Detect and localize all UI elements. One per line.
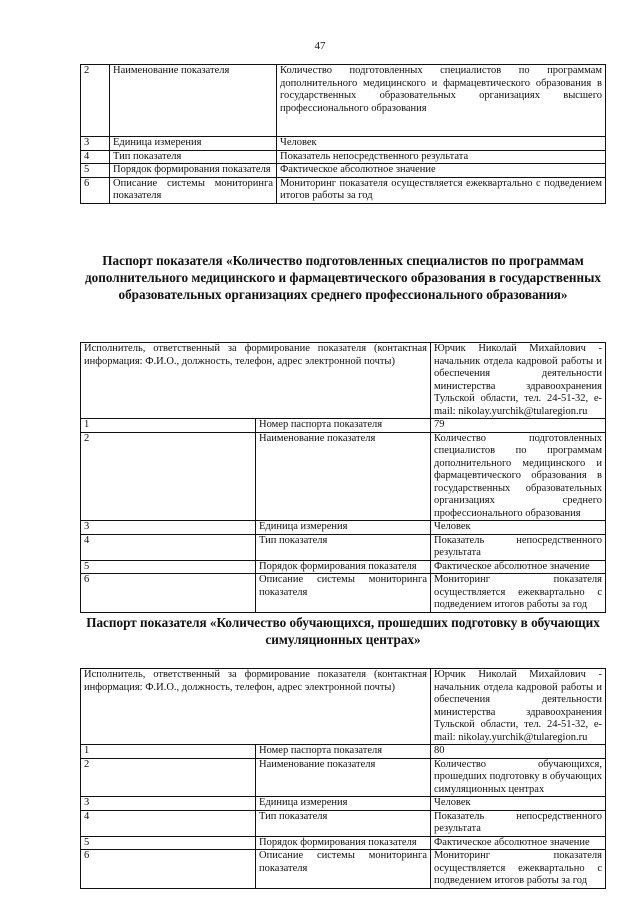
table-row <box>81 432 606 521</box>
row-value: Мониторинг показателя осуществляется ежеквартально с подведением итогов работы за год <box>277 177 606 203</box>
passport-table-79 <box>80 342 606 613</box>
table-header-row <box>81 669 606 745</box>
row-number: 1 <box>81 745 256 759</box>
page-number: 47 <box>314 40 326 52</box>
row-label: Наименование показателя <box>110 65 277 137</box>
row-label: Порядок формирования показателя <box>110 164 277 178</box>
row-label: Единица измерения <box>256 797 431 811</box>
table-row <box>81 177 606 203</box>
table-row <box>81 574 606 613</box>
row-label: Единица измерения <box>256 521 431 535</box>
table-row <box>81 534 606 560</box>
row-number: 2 <box>81 432 256 521</box>
row-value: 80 <box>431 745 606 759</box>
row-number: 3 <box>81 797 256 811</box>
row-value: Фактическое абсолютное значение <box>431 836 606 850</box>
row-label: Номер паспорта показателя <box>256 745 431 759</box>
table-header-row <box>81 343 606 419</box>
row-number: 5 <box>81 164 110 178</box>
responsible-value: Юрчик Николай Михайлович - начальник отдела кадровой работы и обеспечения деятельности министерства здравоохранения Тульской области, тел. 24-51-32, e-mail: nikolay.yurchik@tularegion.ru <box>431 669 606 745</box>
passport-80-title: Паспорт показателя «Количество обучающихся, прошедших подготовку в обучающих симуляционных центрах» <box>86 615 600 647</box>
row-label: Тип показателя <box>256 534 431 560</box>
table-row <box>81 758 606 797</box>
row-label: Описание системы мониторинга показателя <box>256 850 431 889</box>
row-label: Тип показателя <box>256 810 431 836</box>
row-number: 4 <box>81 810 256 836</box>
row-value: Количество подготовленных специалистов по программам дополнительного медицинского и фармацевтического образования в государственных образовательных организациях высшего профессионального образования <box>277 65 606 137</box>
row-label: Номер паспорта показателя <box>256 419 431 433</box>
row-value: Количество обучающихся, прошедших подготовку в обучающих симуляционных центрах <box>431 758 606 797</box>
row-number: 4 <box>81 150 110 164</box>
row-value: Показатель непосредственного результата <box>431 810 606 836</box>
table-row <box>81 65 606 137</box>
row-label: Наименование показателя <box>256 432 431 521</box>
row-number: 2 <box>81 758 256 797</box>
responsible-label: Исполнитель, ответственный за формирование показателя (контактная информация: Ф.И.О., должность, телефон, адрес электронной почты) <box>81 343 431 419</box>
row-value: Фактическое абсолютное значение <box>431 560 606 574</box>
row-number: 3 <box>81 521 256 535</box>
passport-79-title: Паспорт показателя «Количество подготовленных специалистов по программам дополнительного медицинского и фармацевтического образования в государственных образовательных организациях среднего профессионального образования» <box>85 253 601 302</box>
row-number: 2 <box>81 65 110 137</box>
passport-table-80 <box>80 668 606 889</box>
table-row <box>81 850 606 889</box>
row-label: Описание системы мониторинга показателя <box>256 574 431 613</box>
row-number: 6 <box>81 177 110 203</box>
row-label: Тип показателя <box>110 150 277 164</box>
row-value: Человек <box>431 521 606 535</box>
row-number: 3 <box>81 137 110 151</box>
row-number: 1 <box>81 419 256 433</box>
table-row <box>81 164 606 178</box>
row-label: Наименование показателя <box>256 758 431 797</box>
table-row <box>81 150 606 164</box>
row-number: 6 <box>81 850 256 889</box>
row-number: 5 <box>81 836 256 850</box>
row-value: 79 <box>431 419 606 433</box>
row-label: Порядок формирования показателя <box>256 836 431 850</box>
table-row <box>81 810 606 836</box>
row-value: Мониторинг показателя осуществляется ежеквартально с подведением итогов работы за год <box>431 574 606 613</box>
row-value: Показатель непосредственного результата <box>277 150 606 164</box>
table-row <box>81 560 606 574</box>
table-row <box>81 419 606 433</box>
table-row <box>81 797 606 811</box>
row-number: 6 <box>81 574 256 613</box>
row-value: Количество подготовленных специалистов по программам дополнительного медицинского и фармацевтического образования в государственных образовательных организациях среднего профессионального образования <box>431 432 606 521</box>
row-label: Единица измерения <box>110 137 277 151</box>
responsible-value: Юрчик Николай Михайлович - начальник отдела кадровой работы и обеспечения деятельности министерства здравоохранения Тульской области, тел. 24-51-32, e-mail: nikolay.yurchik@tularegion.ru <box>431 343 606 419</box>
row-value: Фактическое абсолютное значение <box>277 164 606 178</box>
table-row <box>81 521 606 535</box>
row-label: Порядок формирования показателя <box>256 560 431 574</box>
row-value: Человек <box>277 137 606 151</box>
passport-table-78-continuation <box>80 64 606 204</box>
row-value: Показатель непосредственного результата <box>431 534 606 560</box>
row-number: 4 <box>81 534 256 560</box>
row-number: 5 <box>81 560 256 574</box>
row-value: Мониторинг показателя осуществляется ежеквартально с подведением итогов работы за год <box>431 850 606 889</box>
responsible-label: Исполнитель, ответственный за формирование показателя (контактная информация: Ф.И.О., должность, телефон, адрес электронной почты) <box>81 669 431 745</box>
table-row <box>81 745 606 759</box>
row-label: Описание системы мониторинга показателя <box>110 177 277 203</box>
table-row <box>81 137 606 151</box>
table-row <box>81 836 606 850</box>
row-value: Человек <box>431 797 606 811</box>
